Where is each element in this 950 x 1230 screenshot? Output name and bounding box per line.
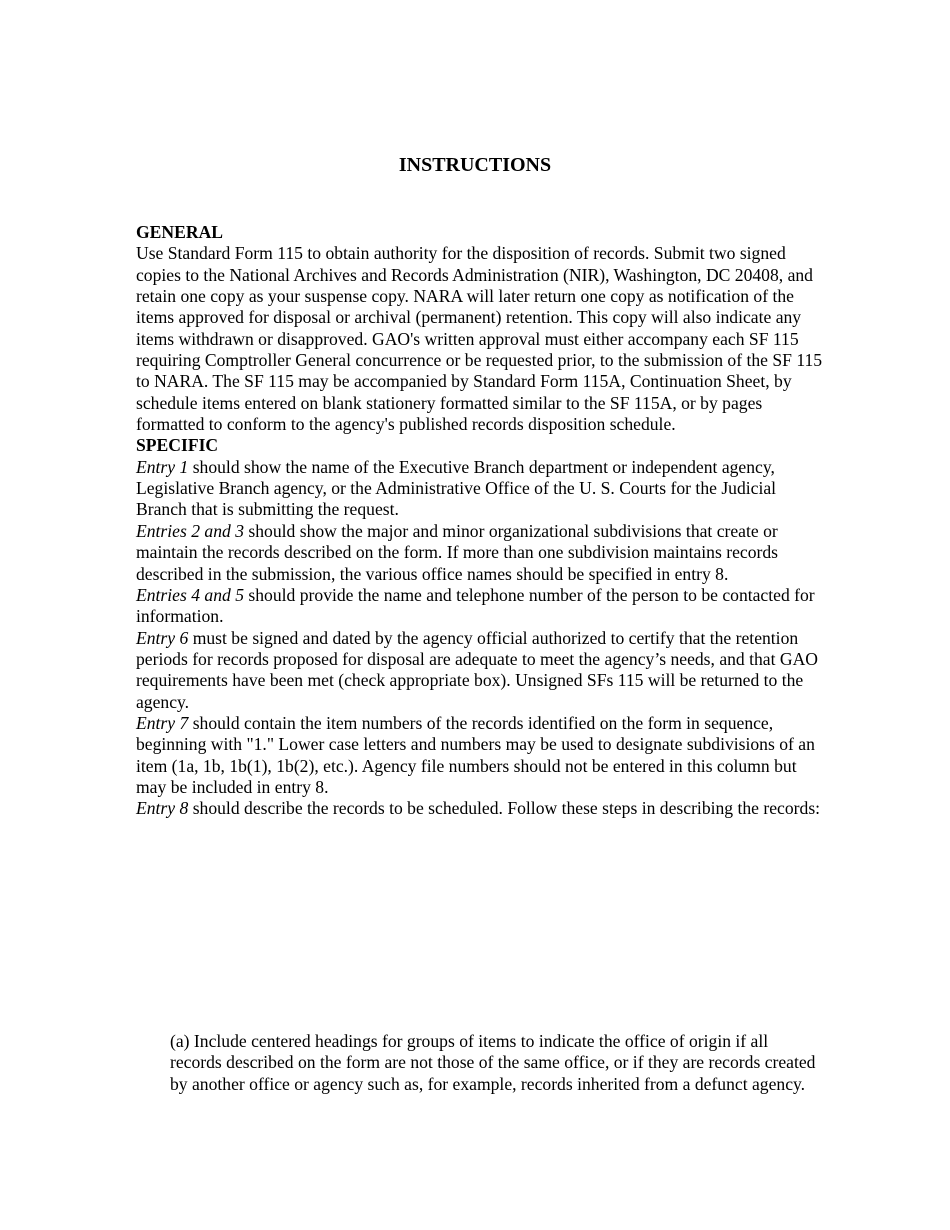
entry-4-5-paragraph <box>136 585 826 628</box>
entry-6-paragraph <box>136 628 826 713</box>
entry-7-text: should contain the item numbers of the records identified on the form in sequence, beginning with "1." Lower case letters and numbers may be used to designate subdivisions of an item (1a, 1b, 1b(1), 1b(2), etc.). Agency file numbers should not be entered in this column but may be included in entry 8. <box>136 712 815 797</box>
entry-8-paragraph <box>136 798 826 819</box>
entry-2-3-text: should show the major and minor organizational subdivisions that create or maintain the records described on the form. If more than one subdivision maintains records described in the submission, the various office names should be specified in entry 8. <box>136 520 778 584</box>
entry-4-5-text: should provide the name and telephone number of the person to be contacted for information. <box>136 584 815 627</box>
entry-1-text: should show the name of the Executive Branch department or independent agency, Legislative Branch agency, or the Administrative Office of the U. S. Courts for the Judicial Branch that is submitting the request. <box>136 456 777 520</box>
entry-8-label: Entry 8 <box>136 798 189 819</box>
entry-7-paragraph <box>136 713 826 798</box>
entry-4-5-label: Entries 4 and 5 <box>136 584 245 605</box>
general-heading: GENERAL <box>136 222 224 242</box>
entry-6-label: Entry 6 <box>136 627 189 648</box>
instructions-body <box>136 222 826 820</box>
entry-1-paragraph <box>136 457 826 521</box>
entry-2-3-paragraph <box>136 521 826 585</box>
general-paragraph: Use Standard Form 115 to obtain authority for the disposition of records. Submit two signed copies to the National Archives and Records Administration (NIR), Washington, DC 20408, and retain one copy as your suspense copy. NARA will later return one copy as notification of the items approved for disposal or archival (permanent) retention. This copy will also indicate any items withdrawn or disapproved. GAO's written approval must either accompany each SF 115 requiring Comptroller General concurrence or be requested prior, to the submission of the SF 115 to NARA. The SF 115 may be accompanied by Standard Form 115A, Continuation Sheet, by schedule items entered on blank stationery formatted similar to the SF 115A, or by pages formatted to conform to the agency's published records disposition schedule. <box>136 243 823 435</box>
specific-heading: SPECIFIC <box>136 435 219 456</box>
entry-7-label: Entry 7 <box>136 712 189 733</box>
step-a-paragraph: (a) Include centered headings for groups of items to indicate the office of origin if all records described on the form are not those of the same office, or if they are records created by another office or agency such as, for example, records inherited from a defunct agency. <box>170 1031 816 1094</box>
entry-8-text: should describe the records to be scheduled. Follow these steps in describing the records: <box>188 798 821 819</box>
steps-list <box>170 1031 820 1095</box>
page-title: INSTRUCTIONS <box>398 154 552 176</box>
entry-6-text: must be signed and dated by the agency official authorized to certify that the retention periods for records proposed for disposal are adequate to meet the agency’s needs, and that GAO requirements have been met (check appropriate box). Unsigned SFs 115 will be returned to the agency. <box>136 627 819 712</box>
entry-2-3-label: Entries 2 and 3 <box>136 520 245 541</box>
entry-1-label: Entry 1 <box>136 456 189 477</box>
